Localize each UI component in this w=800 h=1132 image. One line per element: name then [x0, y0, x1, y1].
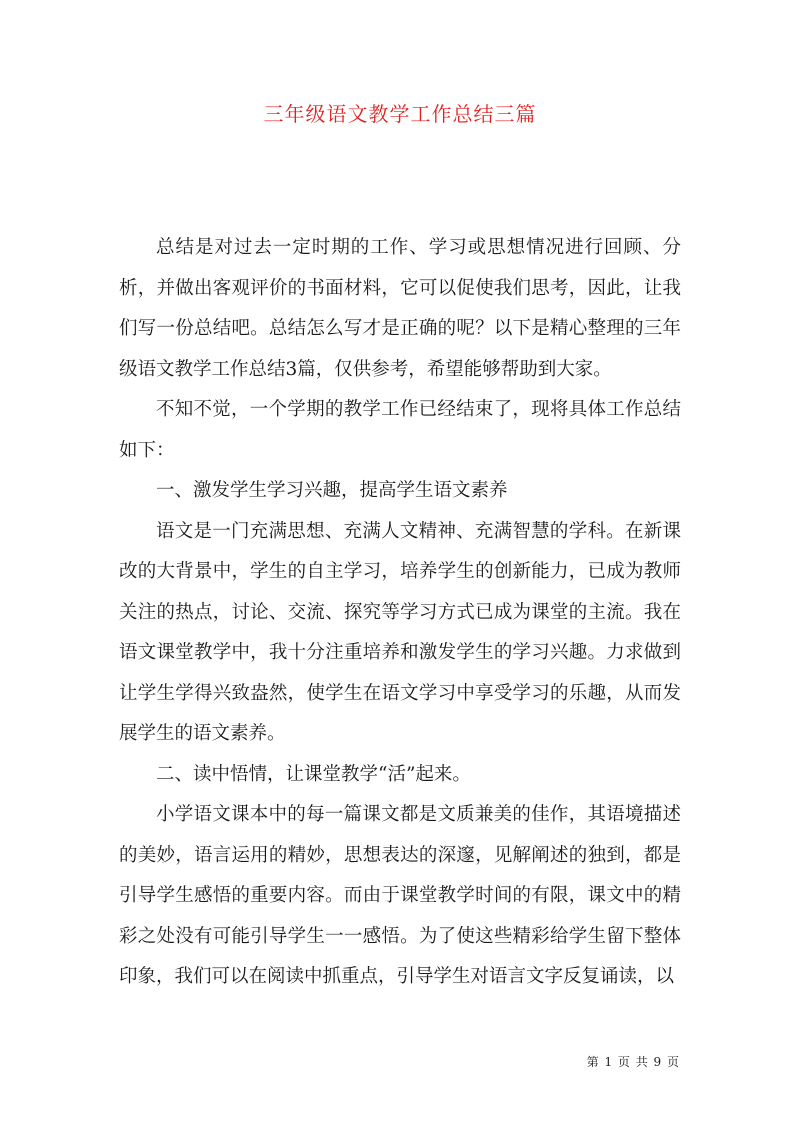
document-title: 三年级语文教学工作总结三篇 [263, 102, 537, 126]
paragraph-section-1: 语文是一门充满思想、充满人文精神、充满智慧的学科。在新课改的大背景中，学生的自主学习，培养学生的创新能力，已成为教师关注的热点，讨论、交流、探究等学习方式已成为课堂的主流。我在语文课堂教学中，我十分注重培养和激发学生的学习兴趣。力求做到让学生学得兴致盎然，使学生在语文学习中享受学习的乐趣，从而发展学生的语文素养。 [119, 520, 681, 744]
section-heading-1: 一、激发学生学习兴趣，提高学生语文素养 [156, 480, 508, 501]
page-number-footer: 第 1 页 共 9 页 [586, 1055, 680, 1069]
section-heading-2: 二、读中悟情，让课堂教学“活”起来。 [156, 763, 471, 785]
paragraph-opening: 不知不觉，一个学期的教学工作已经结束了，现将具体工作总结如下： [119, 399, 681, 461]
document-body [119, 228, 681, 998]
paragraph-intro: 总结是对过去一定时期的工作、学习或思想情况进行回顾、分析，并做出客观评价的书面材料，它可以促使我们思考，因此，让我们写一份总结吧。总结怎么写才是正确的呢？以下是精心整理的三年级语文教学工作总结3篇，仅供参考，希望能够帮助到大家。 [119, 237, 681, 380]
paragraph-section-2: 小学语文课本中的每一篇课文都是文质兼美的佳作，其语境描述的美妙，语言运用的精妙，思想表达的深邃，见解阐述的独到，都是引导学生感悟的重要内容。而由于课堂教学时间的有限，课文中的精彩之处没有可能引导学生一一感悟。为了使这些精彩给学生留下整体印象，我们可以在阅读中抓重点，引导学生对语言文字反复诵读，以 [119, 804, 681, 987]
